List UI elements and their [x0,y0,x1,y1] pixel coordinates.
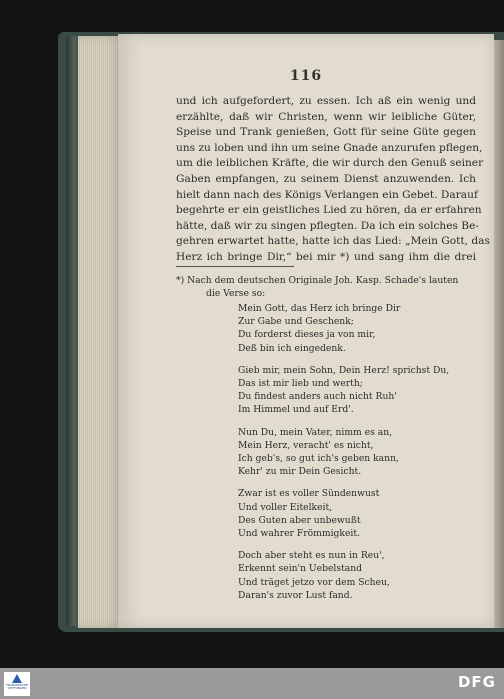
book-page [118,34,494,628]
verse-line: Und träget jetzo vor dem Scheu, [238,576,390,588]
text-line: gehren erwartet hatte, hatte ich das Lied: „Mein Gott, das [176,235,490,248]
text-line: uns zu loben und ihn um seine Gnade anzurufen pflegen, [176,141,483,154]
page-stack [78,36,122,628]
logo-text: FRANCKESCHE STIFTUNGEN [5,683,29,691]
verse-line: Kehr' zu mir Dein Gesicht. [238,466,362,478]
logo-icon [12,674,22,683]
verse-line: Erkennt sein'n Uebelstand [238,563,363,575]
verse-line: Im Himmel und auf Erd'. [238,404,354,416]
text-line: Herz ich bringe Dir,“ bei mir *) und sang ihm die drei [176,250,476,263]
dfg-logo[interactable]: DFG [457,673,496,691]
verse-line: Des Guten aber unbewußt [238,514,361,526]
verse-line: Das ist mir lieb und werth; [238,378,363,390]
footnote-line: die Verse so: [206,288,266,299]
verse-line: Gieb mir, mein Sohn, Dein Herz! sprichst Du, [238,364,450,376]
footnote-divider [176,266,294,267]
text-line: Speise und Trank genießen, Gott für seine Güte gegen [176,126,476,139]
text-line: hielt dann nach des Königs Verlangen ein Gebet. Darauf [176,188,478,201]
text-line: erzählte, daß wir Christen, wenn wir leibliche Güter, [176,110,476,123]
verse-line: Mein Herz, veracht' es nicht, [238,439,374,451]
verse-line: Du forderst dieses ja von mir, [238,329,376,341]
verse-line: Und voller Eitelkeit, [238,501,333,513]
verse-line: Zur Gabe und Geschenk; [238,316,354,328]
verse-line: Ich geb's, so gut ich's geben kann, [238,453,399,465]
text-line: um die leiblichen Kräfte, die wir durch den Genuß seiner [176,157,484,170]
footnote-line: *) Nach dem deutschen Originale Joh. Kasp. Schade's lauten [176,275,459,286]
verse-line: Daran's zuvor Lust fand. [238,589,353,601]
verse-line: Zwar ist es voller Sündenwust [238,488,380,500]
text-line: hätte, daß wir zu singen pflegten. Da ich ein solches Be- [176,219,479,232]
footnote [176,274,476,300]
page-number: 116 [289,68,323,84]
verse-line: Nun Du, mein Vater, nimm es an, [238,426,393,438]
verse-line: Und wahrer Frömmigkeit. [238,528,360,540]
text-line: und ich aufgefordert, zu essen. Ich aß ein wenig und [176,95,476,107]
text-line: begehrte er ein geistliches Lied zu hören, da er erfahren [176,204,482,217]
verse-line: Mein Gott, das Herz ich bringe Dir [238,303,401,314]
stanza [238,549,478,602]
verse-line: Doch aber steht es nun in Reu', [238,550,385,562]
text-line: Gaben empfangen, zu seinem Dienst anzuwenden. Ich [176,172,476,185]
franckesche-stiftungen-logo[interactable] [4,672,30,696]
hymn-verses [238,302,478,611]
viewer-footer-bar [0,668,504,699]
stanza [238,426,478,479]
stanza [238,487,478,540]
stanza [238,364,478,417]
verse-line: Deß bin ich eingedenk. [238,342,346,354]
stanza [238,302,478,355]
main-text [176,94,490,266]
verse-line: Du findest anders auch nicht Ruh' [238,391,397,403]
